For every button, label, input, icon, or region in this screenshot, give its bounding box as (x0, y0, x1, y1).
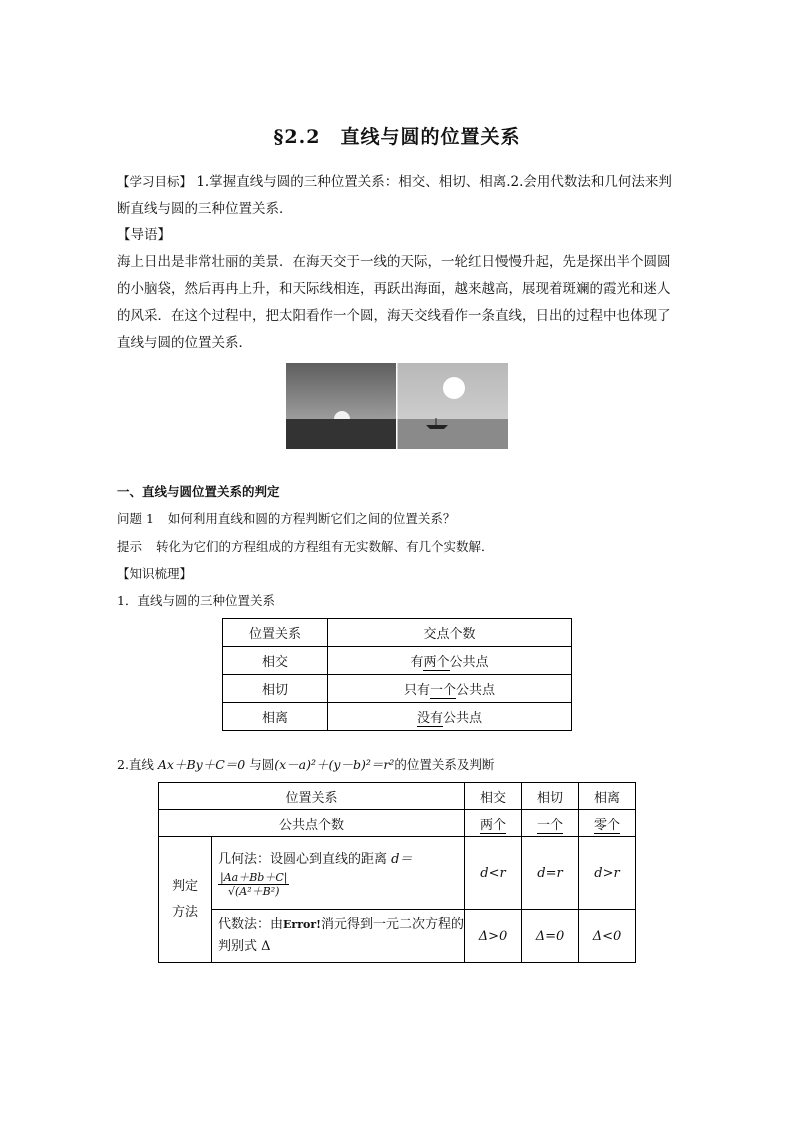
circle-equation: (x－a)²＋(y－b)²＝r² (274, 757, 395, 772)
table-header-row (159, 783, 636, 810)
alg-cell: Δ>0 (465, 910, 522, 963)
judgement-table (158, 782, 636, 963)
sun-right-icon (443, 377, 465, 399)
geometric-method: 几何法：设圆心到直线的距离 d＝ $\frac{|Aa+Bb+C|}{\text{√(A²＋B²)}}$ (212, 837, 465, 910)
photo-left-sea (286, 419, 396, 449)
learning-objectives (117, 168, 683, 223)
objective-label: 【学习目标】 (117, 174, 193, 189)
hint (117, 537, 494, 557)
header-cell: 交点个数 (328, 619, 572, 647)
geo-cell: d=r (522, 837, 579, 910)
relation-header: 位置关系 (159, 783, 465, 810)
question-1 (117, 509, 455, 529)
hint-label: 提示 (117, 539, 143, 554)
distance-formula: $\frac{|Aa+Bb+C|}{\text{√(A²＋B²)}}$ (220, 870, 288, 898)
photo-right-sea (397, 419, 508, 449)
count-cell: 只有一个公共点 (328, 675, 572, 703)
table-row (159, 837, 636, 910)
table-row (223, 675, 572, 703)
page-title: §2.2 直线与圆的位置关系 (273, 126, 521, 148)
line-equation: Ax＋By＋C＝0 (157, 757, 246, 772)
alg-cell: Δ=0 (522, 910, 579, 963)
geo-cell: d>r (579, 837, 636, 910)
relation-table (222, 618, 572, 731)
alg-cell: Δ<0 (579, 910, 636, 963)
count-cell: 没有公共点 (328, 703, 572, 731)
hint-text: 转化为它们的方程组成的方程组有无实数解、有几个实数解． (156, 539, 494, 554)
count-label: 公共点个数 (159, 810, 465, 837)
col-tangent: 相切 (522, 783, 579, 810)
sunrise-photo-pair (286, 363, 508, 449)
item-1-heading: 1．直线与圆的三种位置关系 (117, 593, 275, 608)
intro-label: 【导语】 (117, 227, 171, 243)
table-row (223, 703, 572, 731)
knowledge-label: 【知识梳理】 (117, 566, 193, 581)
relation-cell: 相离 (223, 703, 328, 731)
section-heading: 一、直线与圆位置关系的判定 (117, 484, 280, 499)
count-cell: 两个 (465, 810, 522, 837)
sunrise-photos (286, 363, 508, 449)
header-cell: 位置关系 (223, 619, 328, 647)
count-cell: 有两个公共点 (328, 647, 572, 675)
count-cell: 零个 (579, 810, 636, 837)
table-header-row (223, 619, 572, 647)
geo-cell: d<r (465, 837, 522, 910)
objective-text: 1.掌握直线与圆的三种位置关系：相交、相切、相离.2.会用代数法和几何法来判断直线与圆的三种位置关系． (117, 174, 672, 217)
col-intersect: 相交 (465, 783, 522, 810)
intro-text: 海上日出是非常壮丽的美景．在海天交于一线的天际，一轮红日慢慢升起，先是探出半个圆圆的小脑袋，然后再冉上升，和天际线相连，再跃出海面，越来越高，展现着斑斓的霞光和迷人的风采．在这个过程中，把太阳看作一个圆，海天交线看作一条直线，日出的过程中也体现了直线与圆的位置关系． (117, 254, 671, 351)
table-row (223, 647, 572, 675)
question-label: 问题 1 (117, 511, 154, 526)
count-cell: 一个 (522, 810, 579, 837)
item-2-heading: 2.直线 Ax＋By＋C＝0 与圆(x－a)²＋(y－b)²＝r²的位置关系及判断 (117, 757, 495, 772)
table-row (159, 810, 636, 837)
question-text: 如何利用直线和圆的方程判断它们之间的位置关系？ (167, 511, 456, 526)
algebraic-method: 代数法：由Error!消元得到一元二次方程的判别式 Δ (212, 910, 465, 963)
col-separate: 相离 (579, 783, 636, 810)
table-row (159, 910, 636, 963)
relation-cell: 相切 (223, 675, 328, 703)
method-label: 判定 方法 (159, 837, 212, 963)
relation-cell: 相交 (223, 647, 328, 675)
